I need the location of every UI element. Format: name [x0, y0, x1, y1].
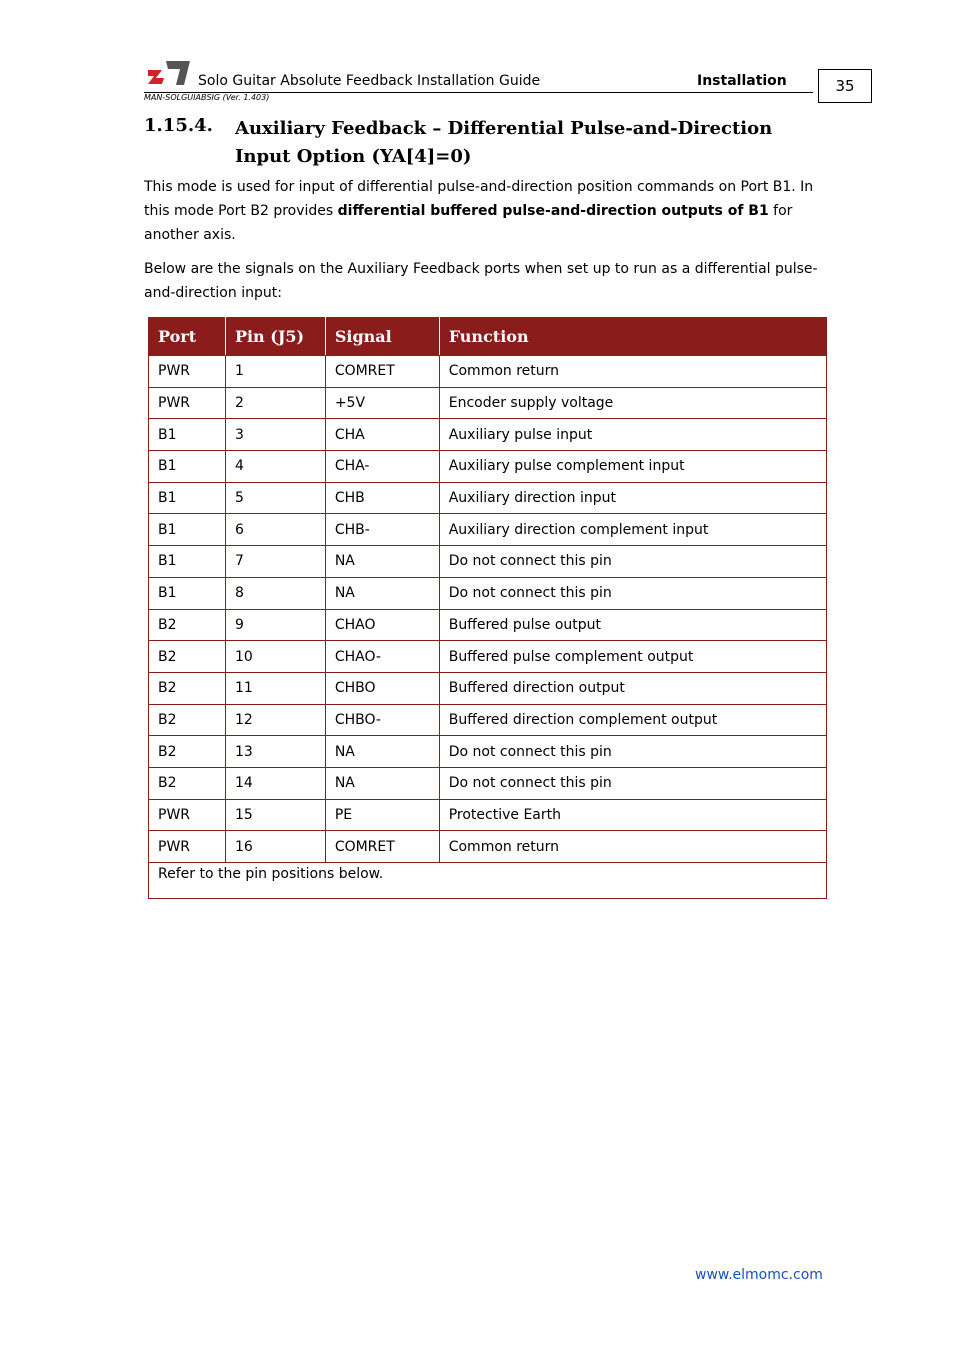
function-cell: Do not connect this pin — [439, 736, 826, 768]
signal-cell: NA — [325, 767, 439, 799]
port-cell: B2 — [149, 672, 226, 704]
pin-cell: 13 — [225, 736, 325, 768]
table-row — [149, 451, 827, 483]
pin-cell: 3 — [225, 419, 325, 451]
table-row — [149, 641, 827, 673]
signal-table — [148, 317, 827, 899]
port-cell: PWR — [149, 356, 226, 388]
section-name: Installation — [697, 73, 787, 89]
pin-cell: 9 — [225, 609, 325, 641]
table-row — [149, 546, 827, 578]
function-cell: Common return — [439, 831, 826, 863]
signal-cell: COMRET — [325, 356, 439, 388]
function-cell: Buffered pulse complement output — [439, 641, 826, 673]
column-header-port: Port — [149, 318, 226, 356]
column-header-pin: Pin (J5) — [225, 318, 325, 356]
signals-paragraph: Below are the signals on the Auxiliary Feedback ports when set up to run as a differential pulse-and-direction input: — [144, 261, 818, 301]
port-cell: B2 — [149, 767, 226, 799]
function-cell: Do not connect this pin — [439, 577, 826, 609]
port-cell: B1 — [149, 514, 226, 546]
function-cell: Auxiliary direction input — [439, 482, 826, 514]
pin-cell: 2 — [225, 387, 325, 419]
table-row — [149, 514, 827, 546]
table-row — [149, 672, 827, 704]
pin-cell: 7 — [225, 546, 325, 578]
function-cell: Buffered direction complement output — [439, 704, 826, 736]
port-cell: PWR — [149, 831, 226, 863]
intro-paragraph — [144, 175, 834, 247]
port-cell: B2 — [149, 704, 226, 736]
table-row — [149, 387, 827, 419]
port-cell: B1 — [149, 419, 226, 451]
table-note-row — [149, 863, 827, 899]
function-cell: Encoder supply voltage — [439, 387, 826, 419]
function-cell: Common return — [439, 356, 826, 388]
table-row — [149, 609, 827, 641]
page-number: 35 — [818, 69, 872, 103]
function-cell: Auxiliary direction complement input — [439, 514, 826, 546]
table-row — [149, 799, 827, 831]
port-cell: B1 — [149, 546, 226, 578]
signal-cell: CHBO- — [325, 704, 439, 736]
table-row — [149, 736, 827, 768]
signal-cell: CHAO — [325, 609, 439, 641]
port-cell: PWR — [149, 387, 226, 419]
elmo-logo — [148, 58, 190, 88]
heading-number: 1.15.4. — [144, 115, 213, 136]
table-body — [149, 356, 827, 899]
table-note: Refer to the pin positions below. — [149, 863, 827, 899]
intro-text-start: This mode is used for input of differential pulse-and-direction position commands on Port B1. In this mode Port B2 provides — [144, 179, 814, 219]
document-version: MAN-SOLGUIABSIG (Ver. 1.403) — [144, 93, 270, 102]
port-cell: B1 — [149, 451, 226, 483]
function-cell: Buffered direction output — [439, 672, 826, 704]
port-cell: B2 — [149, 641, 226, 673]
port-cell: B2 — [149, 609, 226, 641]
pin-cell: 4 — [225, 451, 325, 483]
port-cell: B1 — [149, 482, 226, 514]
table-row — [149, 419, 827, 451]
pin-cell: 15 — [225, 799, 325, 831]
signal-cell: CHA- — [325, 451, 439, 483]
table-row — [149, 767, 827, 799]
function-cell: Buffered pulse output — [439, 609, 826, 641]
table-row — [149, 482, 827, 514]
pin-cell: 5 — [225, 482, 325, 514]
function-cell: Protective Earth — [439, 799, 826, 831]
intro-text-end: for another axis. — [144, 203, 793, 243]
pin-cell: 8 — [225, 577, 325, 609]
signal-cell: NA — [325, 736, 439, 768]
port-cell: B1 — [149, 577, 226, 609]
table-row — [149, 831, 827, 863]
table-row — [149, 704, 827, 736]
function-cell: Auxiliary pulse complement input — [439, 451, 826, 483]
column-header-function: Function — [439, 318, 826, 356]
pin-cell: 16 — [225, 831, 325, 863]
function-cell: Do not connect this pin — [439, 546, 826, 578]
pin-cell: 1 — [225, 356, 325, 388]
signal-cell: CHB- — [325, 514, 439, 546]
document-title: Solo Guitar Absolute Feedback Installation Guide — [198, 73, 541, 89]
function-cell: Do not connect this pin — [439, 767, 826, 799]
signal-cell: PE — [325, 799, 439, 831]
signal-cell: NA — [325, 577, 439, 609]
port-cell: B2 — [149, 736, 226, 768]
signal-cell: +5V — [325, 387, 439, 419]
pin-cell: 12 — [225, 704, 325, 736]
intro-text-bold: differential buffered pulse-and-direction outputs of B1 — [337, 203, 769, 219]
function-cell: Auxiliary pulse input — [439, 419, 826, 451]
column-header-signal: Signal — [325, 318, 439, 356]
signal-cell: CHAO- — [325, 641, 439, 673]
table-row — [149, 577, 827, 609]
table-header-row — [149, 318, 827, 356]
pin-cell: 11 — [225, 672, 325, 704]
pin-cell: 10 — [225, 641, 325, 673]
signal-cell: NA — [325, 546, 439, 578]
signal-cell: CHB — [325, 482, 439, 514]
port-cell: PWR — [149, 799, 226, 831]
signal-cell: CHBO — [325, 672, 439, 704]
heading-title: Auxiliary Feedback – Differential Pulse-and-Direction Input Option (YA[4]=0) — [235, 118, 773, 167]
table-row — [149, 356, 827, 388]
pin-cell: 6 — [225, 514, 325, 546]
signal-cell: COMRET — [325, 831, 439, 863]
website-link[interactable]: www.elmomc.com — [695, 1267, 823, 1283]
signal-cell: CHA — [325, 419, 439, 451]
pin-cell: 14 — [225, 767, 325, 799]
